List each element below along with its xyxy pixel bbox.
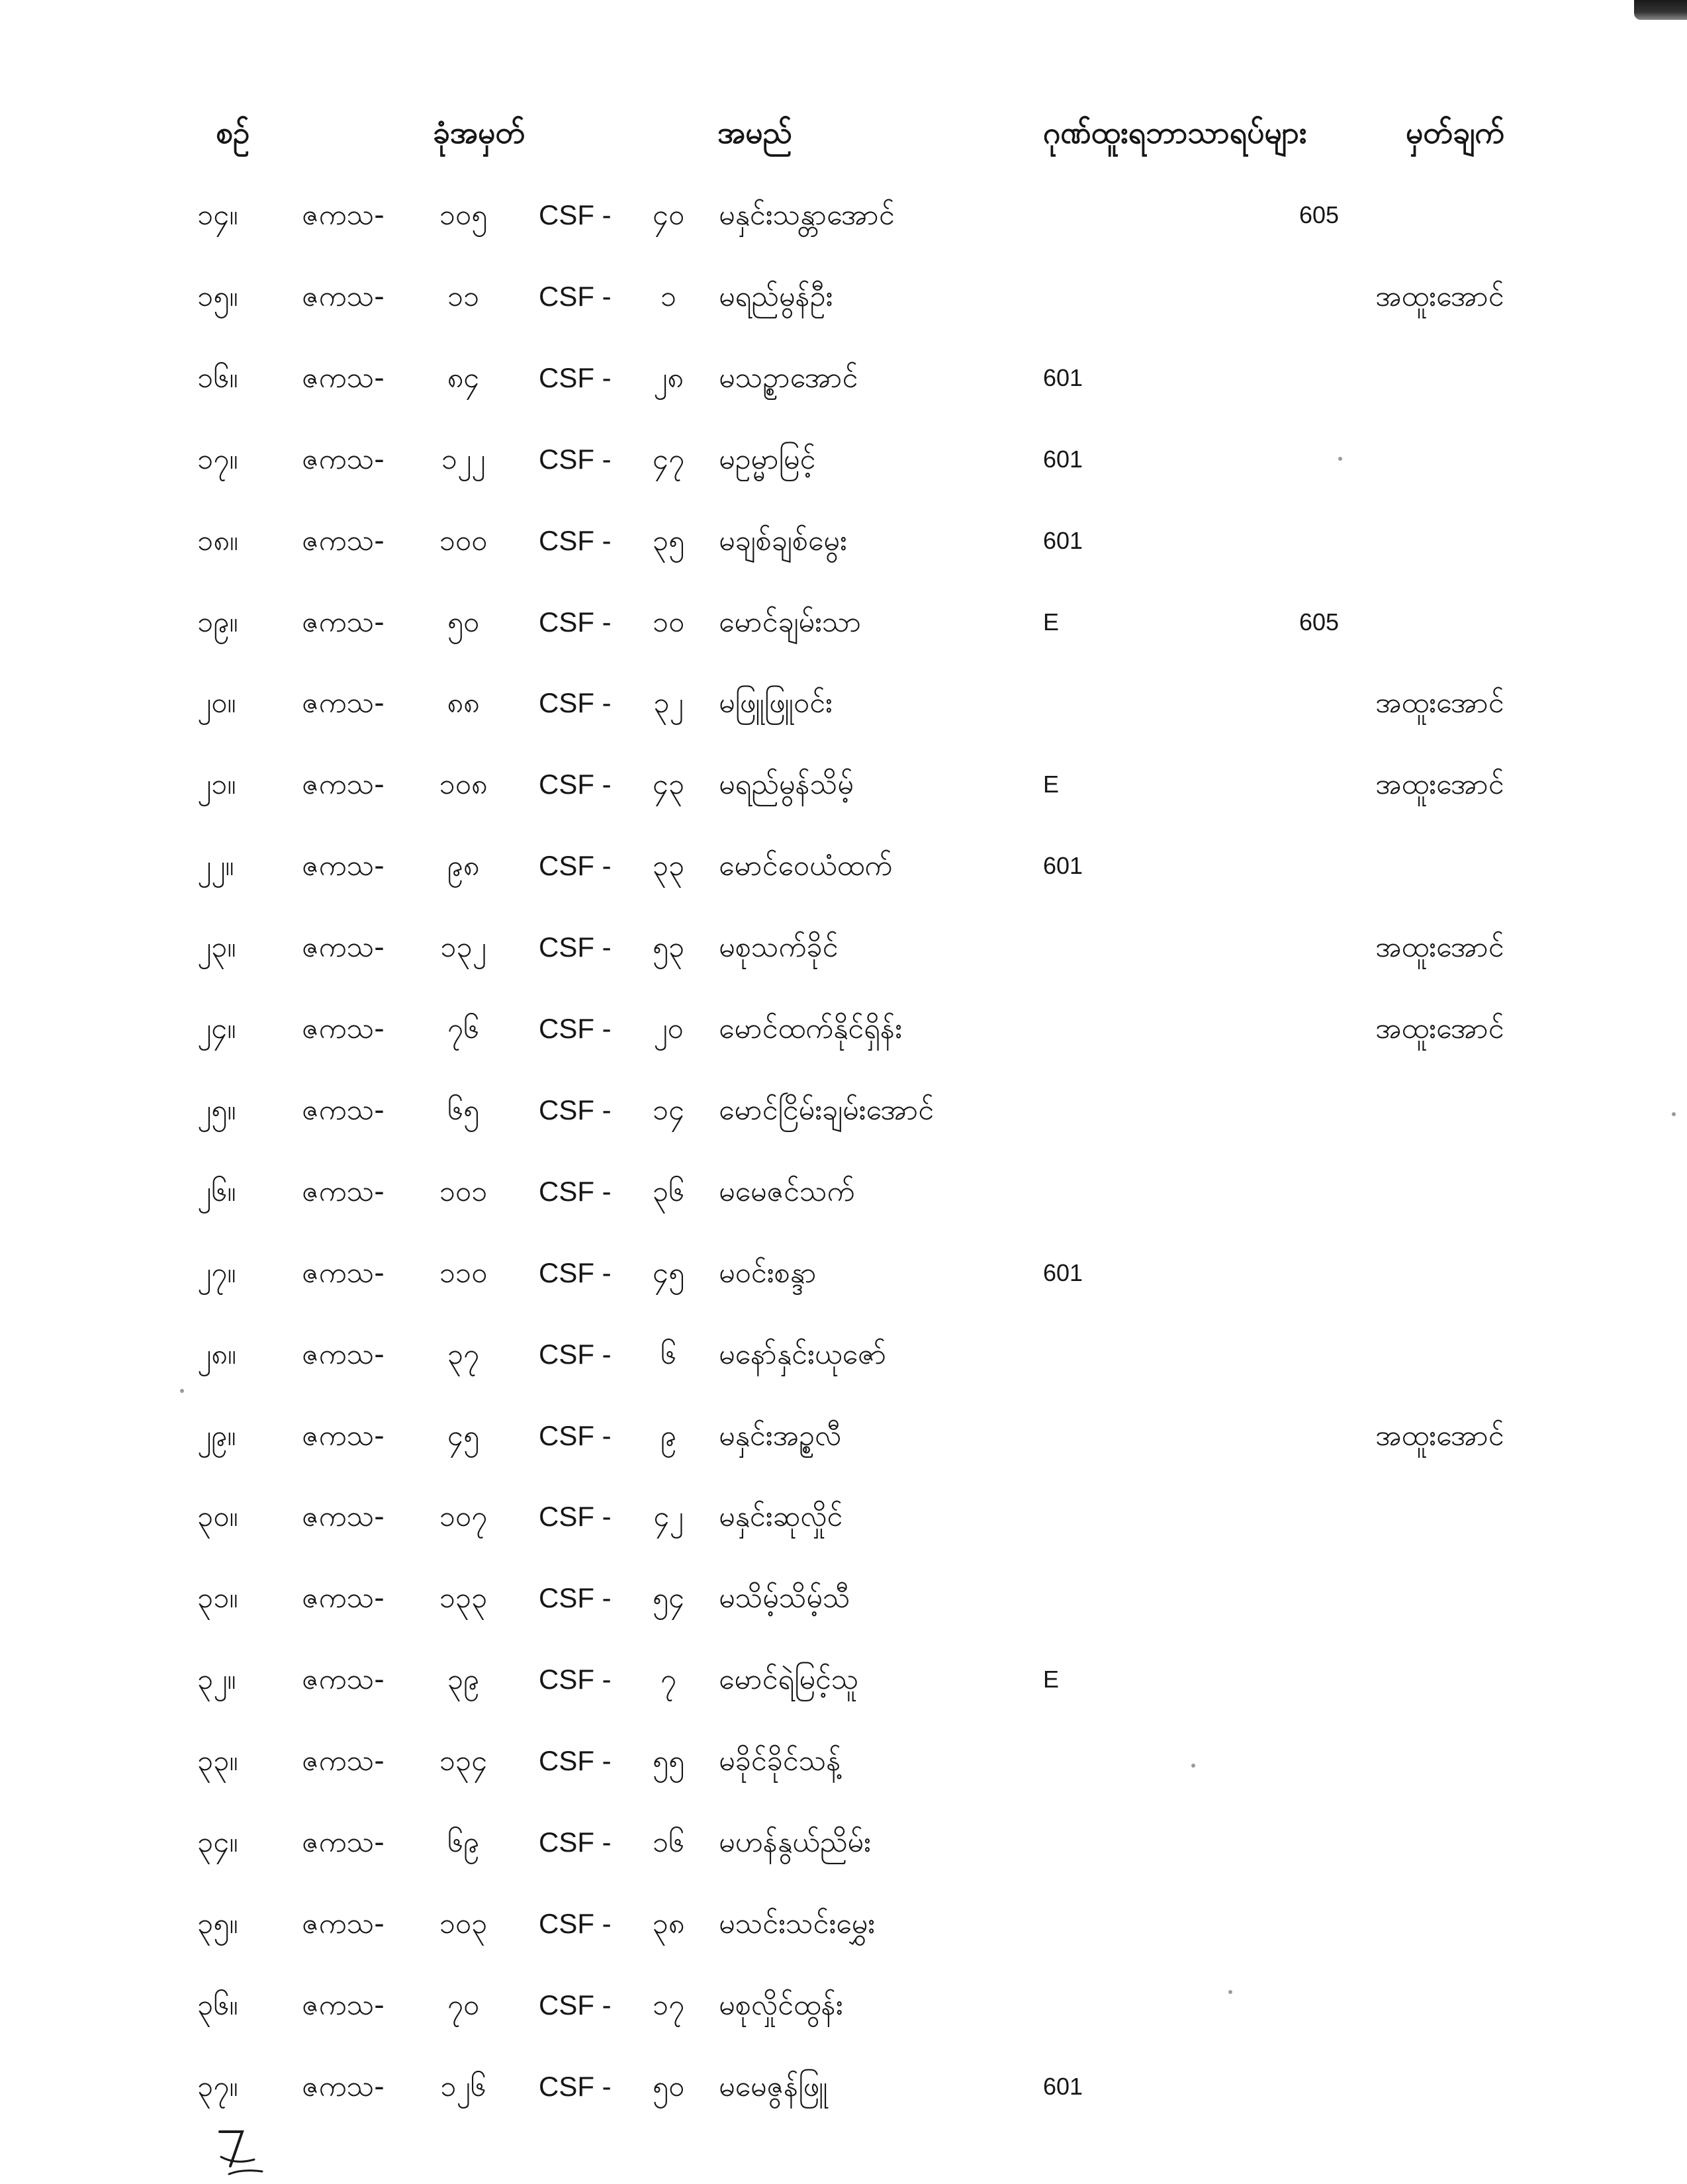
csf-prefix: CSF - (539, 606, 612, 638)
csf-number: ၄၇ (652, 442, 685, 476)
register-prefix: ဇကသ- (302, 768, 385, 802)
csf-prefix: CSF - (539, 1419, 612, 1451)
register-number: ၁၀၀ (439, 524, 488, 557)
distinction-subject-2: 605 (1299, 201, 1340, 228)
row-number: ၂၅။ (197, 1093, 236, 1127)
row-number: ၃၂။ (197, 1663, 236, 1697)
csf-number: ၉ (660, 1419, 677, 1452)
row-number: ၂၃။ (197, 931, 236, 965)
student-name: မောင်ငြိမ်းချမ်းအောင် (719, 1093, 935, 1127)
scan-speck (1672, 1112, 1676, 1116)
student-name: မသိမ့်သိမ့်သီ (719, 1582, 850, 1615)
row-number: ၂၄။ (197, 1012, 236, 1045)
csf-prefix: CSF - (539, 687, 612, 719)
register-prefix: ဇကသ- (302, 1256, 385, 1290)
register-number: ၈၈ (447, 687, 480, 720)
row-number: ၁၅။ (197, 279, 238, 313)
remark: အထူးအောင် (1375, 768, 1504, 802)
register-number: ၃၇ (447, 1337, 480, 1371)
register-prefix: ဇကသ- (302, 1419, 385, 1452)
csf-number: ၄၂ (653, 1500, 684, 1534)
row-number: ၃၀။ (197, 1500, 238, 1534)
register-prefix: ဇကသ- (302, 1663, 385, 1697)
table-row (0, 1247, 1687, 1300)
register-number: ၆၅ (447, 1093, 480, 1127)
row-number: ၃၁။ (197, 1582, 238, 1615)
csf-number: ၁၇ (652, 1988, 685, 2022)
register-number: ၅၀ (447, 605, 480, 639)
csf-prefix: CSF - (539, 2070, 612, 2102)
table-row (0, 352, 1687, 404)
distinction-subject: E (1043, 771, 1060, 798)
row-number: ၁၆။ (197, 361, 238, 395)
distinction-subject: 601 (1043, 363, 1083, 391)
student-name: မဖြူဖြူဝင်း (719, 687, 833, 720)
table-row (0, 1490, 1687, 1543)
row-number: ၃၄။ (197, 1826, 238, 1859)
csf-number: ၂၈ (653, 361, 684, 395)
register-number: ၉၈ (447, 849, 480, 883)
register-prefix: ဇကသ- (302, 1174, 385, 1208)
table-row (0, 1328, 1687, 1381)
csf-number: ၄၅ (652, 1256, 685, 1290)
header-roll: ခုံအမှတ် (433, 115, 525, 150)
student-name: မောင်ထက်နိုင်ရှိန်း (719, 1012, 903, 1045)
table-row (0, 1816, 1687, 1869)
csf-prefix: CSF - (539, 1664, 612, 1695)
distinction-subject: E (1043, 1666, 1060, 1693)
register-prefix: ဇကသ- (302, 1988, 385, 2022)
csf-prefix: CSF - (539, 1827, 612, 1858)
register-number: ၁၀၅ (439, 199, 488, 232)
remark: အထူးအောင် (1375, 931, 1504, 965)
distinction-subject: 601 (1043, 852, 1083, 880)
table-row (0, 1002, 1687, 1055)
csf-number: ၅၄ (652, 1582, 685, 1615)
student-name: မသင်းသင်းမွှေး (719, 1907, 876, 1940)
table-row (0, 514, 1687, 567)
csf-number: ၅၀ (652, 2069, 685, 2103)
csf-number: ၅၃ (652, 931, 685, 965)
csf-prefix: CSF - (539, 769, 612, 800)
table-row (0, 1409, 1687, 1462)
register-number: ၁၀၃ (439, 1907, 488, 1940)
csf-prefix: CSF - (539, 1989, 612, 2020)
csf-prefix: CSF - (539, 1907, 612, 1939)
student-name: မရည်မွန်ဦး (719, 279, 833, 313)
distinction-subject: 601 (1043, 2072, 1083, 2100)
student-name: မဥမ္မာမြင့် (719, 442, 816, 476)
student-name: မစုလှိုင်ထွန်း (719, 1988, 843, 2022)
table-row (0, 1653, 1687, 1706)
register-number: ၆၉ (447, 1826, 480, 1859)
csf-prefix: CSF - (539, 1338, 612, 1370)
table-row (0, 1734, 1687, 1787)
csf-number: ၆ (660, 1337, 677, 1371)
register-prefix: ဇကသ- (302, 199, 385, 232)
register-number: ၄၅ (447, 1419, 480, 1452)
row-number: ၂၂။ (197, 849, 234, 883)
table-row (0, 758, 1687, 811)
table-row (0, 677, 1687, 730)
register-prefix: ဇကသ- (302, 1582, 385, 1615)
register-number: ၇၀ (447, 1988, 480, 2022)
table-row (0, 1979, 1687, 2032)
csf-prefix: CSF - (539, 1175, 612, 1207)
csf-prefix: CSF - (539, 931, 612, 963)
scan-speck (1191, 1764, 1195, 1768)
register-prefix: ဇကသ- (302, 1907, 385, 1940)
scan-edge-mark (1634, 0, 1687, 20)
register-number: ၈၄ (447, 361, 480, 395)
student-name: မရည်မွန်သိမ့် (719, 768, 854, 802)
student-name: မောင်ဝေယံထက် (719, 849, 893, 883)
distinction-subject: 601 (1043, 445, 1083, 473)
register-number: ၁၀၁ (439, 1174, 488, 1208)
remark: အထူးအောင် (1375, 1419, 1504, 1452)
student-name: မမေဇင်သက် (719, 1174, 855, 1208)
csf-number: ၃၆ (652, 1174, 685, 1208)
table-row (0, 270, 1687, 323)
register-prefix: ဇကသ- (302, 1744, 385, 1778)
table-row (0, 921, 1687, 974)
register-prefix: ဇကသ- (302, 1826, 385, 1859)
student-name: မနော်နှင်းယုဇော် (719, 1337, 887, 1371)
header-remark: မှတ်ချက် (1406, 115, 1505, 150)
header-name: အမည် (717, 115, 792, 150)
csf-prefix: CSF - (539, 1501, 612, 1533)
student-name: မောင်ရဲမြင့်သူ (719, 1663, 859, 1697)
student-name: မချစ်ချစ်မွေး (719, 524, 847, 557)
csf-prefix: CSF - (539, 1745, 612, 1777)
scan-speck (180, 1389, 184, 1393)
student-name: မစုသက်ခိုင် (719, 931, 839, 965)
row-number: ၁၉။ (197, 605, 238, 639)
row-number: ၃၇။ (197, 2069, 238, 2103)
student-name: မသဥ္စာအောင် (719, 361, 858, 395)
table-row (0, 2060, 1687, 2113)
register-number: ၁၀၈ (439, 768, 488, 802)
student-name: မမေဇွန်ဖြူ (719, 2069, 828, 2103)
register-prefix: ဇကသ- (302, 849, 385, 883)
distinction-subject: 601 (1043, 1258, 1083, 1286)
distinction-subject: 601 (1043, 526, 1083, 554)
csf-prefix: CSF - (539, 524, 612, 556)
csf-number: ၃၈ (652, 1907, 685, 1940)
student-name: မောင်ချမ်းသာ (719, 605, 862, 639)
row-number: ၂၈။ (197, 1337, 236, 1371)
register-prefix: ဇကသ- (302, 687, 385, 720)
register-prefix: ဇကသ- (302, 2069, 385, 2103)
csf-number: ၃၃ (652, 849, 685, 883)
register-prefix: ဇကသ- (302, 361, 385, 395)
scan-speck (1338, 457, 1342, 461)
row-number: ၂၁။ (197, 768, 236, 802)
register-number: ၁၃၄ (439, 1744, 488, 1778)
header-number: စဥ် (216, 115, 250, 150)
remark: အထူးအောင် (1375, 279, 1504, 313)
row-number: ၃၃။ (197, 1744, 238, 1778)
register-number: ၁၁၀ (439, 1256, 488, 1290)
register-number: ၁၃၃ (439, 1582, 488, 1615)
table-row (0, 1897, 1687, 1950)
row-number: ၂၇။ (197, 1256, 236, 1290)
register-prefix: ဇကသ- (302, 1337, 385, 1371)
table-row (0, 1165, 1687, 1218)
csf-number: ၅၅ (652, 1744, 685, 1778)
csf-number: ၄၀ (652, 199, 685, 232)
header-subjects: ဂုဏ်ထူးရဘာသာရပ်များ (1043, 115, 1307, 150)
csf-prefix: CSF - (539, 443, 612, 475)
csf-prefix: CSF - (539, 1013, 612, 1044)
distinction-subject: E (1043, 608, 1060, 636)
table-row (0, 433, 1687, 486)
csf-number: ၄၃ (652, 768, 685, 802)
register-number: ၁၂၆ (440, 2069, 486, 2103)
student-name: မနှင်းဆုလှိုင် (719, 1500, 843, 1534)
csf-prefix: CSF - (539, 1582, 612, 1614)
register-prefix: ဇကသ- (302, 1093, 385, 1127)
register-prefix: ဇကသ- (302, 524, 385, 557)
table-row (0, 1084, 1687, 1137)
student-name: မဝင်းစန္ဒာ (719, 1256, 817, 1290)
register-prefix: ဇကသ- (302, 442, 385, 476)
scan-speck (1228, 1990, 1232, 1994)
csf-prefix: CSF - (539, 1094, 612, 1125)
register-prefix: ဇကသ- (302, 1012, 385, 1045)
table-row (0, 189, 1687, 242)
remark: အထူးအောင် (1375, 1012, 1504, 1045)
register-prefix: ဇကသ- (302, 279, 385, 313)
csf-number: ၁ (660, 279, 677, 313)
csf-number: ၁၆ (652, 1826, 685, 1859)
csf-prefix: CSF - (539, 280, 612, 312)
student-name: မဟန်နွယ်ညိမ်း (719, 1826, 871, 1859)
student-name: မခိုင်ခိုင်သန့် (719, 1744, 841, 1778)
row-number: ၂၆။ (197, 1174, 236, 1208)
register-number: ၁၁ (447, 279, 480, 313)
register-number: ၁၂၂ (441, 442, 486, 476)
distinction-subject-2: 605 (1299, 608, 1340, 636)
row-number: ၂၀။ (197, 687, 236, 720)
remark: အထူးအောင် (1375, 687, 1504, 720)
csf-prefix: CSF - (539, 850, 612, 882)
register-number: ၁၀၇ (439, 1500, 488, 1534)
csf-prefix: CSF - (539, 199, 612, 230)
register-number: ၇၆ (447, 1012, 480, 1045)
csf-number: ၃၂ (653, 687, 684, 720)
student-name: မနှင်းအဥ္စလီ (719, 1419, 842, 1452)
row-number: ၁၄။ (197, 199, 238, 232)
table-row (0, 839, 1687, 892)
csf-number: ၃၅ (652, 524, 685, 557)
csf-number: ၇ (660, 1663, 677, 1697)
register-number: ၁၃၂ (440, 931, 486, 965)
table-row (0, 596, 1687, 649)
register-prefix: ဇကသ- (302, 931, 385, 965)
csf-number: ၁၄ (652, 1093, 685, 1127)
csf-prefix: CSF - (539, 361, 612, 393)
table-row (0, 1572, 1687, 1625)
csf-prefix: CSF - (539, 1257, 612, 1288)
csf-number: ၂၀ (653, 1012, 684, 1045)
register-prefix: ဇကသ- (302, 1500, 385, 1534)
row-number: ၂၉။ (197, 1419, 236, 1452)
row-number: ၁၇။ (197, 442, 238, 476)
row-number: ၃၆။ (197, 1988, 238, 2022)
handwritten-page-mark (216, 2125, 269, 2178)
csf-number: ၁၀ (652, 605, 685, 639)
register-number: ၃၉ (447, 1663, 480, 1697)
row-number: ၃၅။ (197, 1907, 238, 1940)
student-name: မနှင်းသန္တာအောင် (719, 199, 895, 232)
register-prefix: ဇကသ- (302, 605, 385, 639)
row-number: ၁၈။ (197, 524, 238, 557)
